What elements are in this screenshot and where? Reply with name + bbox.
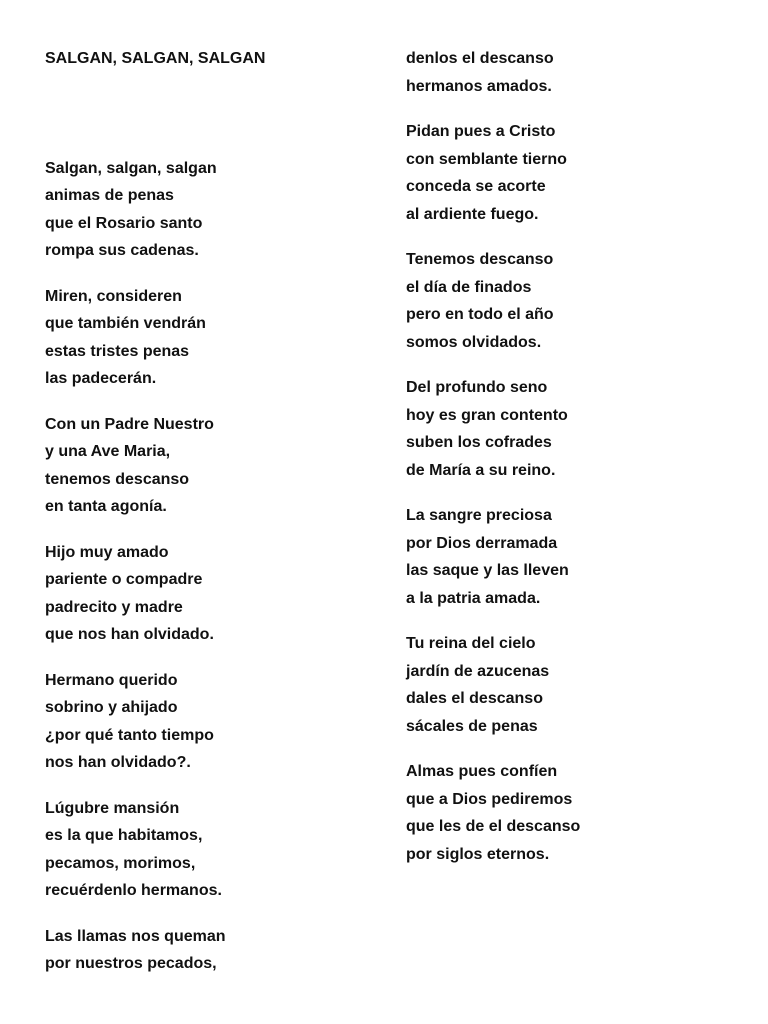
verse-line: recuérdenlo hermanos.: [45, 882, 222, 899]
stanza: [45, 795, 375, 905]
stanza: [406, 758, 736, 868]
verse-line: conceda se acorte: [406, 178, 546, 195]
verse-line: de María a su reino.: [406, 461, 556, 479]
stanza: [406, 45, 736, 100]
verse-line: pariente o compadre: [45, 571, 203, 588]
verse-line: Pidan pues a Cristo: [406, 123, 556, 140]
verse-line: que el Rosario santo: [45, 214, 203, 232]
verse-line: sácales de penas: [406, 717, 538, 735]
verse-line: que nos han olvidado.: [45, 626, 214, 643]
verse-line: Las llamas nos queman: [45, 927, 226, 945]
verse-line: Hijo muy amado: [45, 543, 169, 561]
verse-line: Lúgubre mansión: [45, 799, 180, 817]
stanza: [45, 411, 375, 521]
verse-line: las padecerán.: [45, 370, 157, 387]
right-stanzas: [406, 45, 736, 868]
stanza: [406, 118, 736, 228]
verse-line: Miren, consideren: [45, 287, 182, 305]
left-stanzas: [45, 155, 375, 978]
verse-line: sobrino y ahijado: [45, 699, 178, 716]
verse-line: pero en todo el año: [406, 306, 554, 323]
verse-line: Tu reina del cielo: [406, 635, 536, 652]
left-column: [45, 45, 375, 996]
verse-line: Del profundo seno: [406, 379, 548, 396]
verse-line: dales el descanso: [406, 690, 543, 707]
verse-line: el día de finados: [406, 278, 532, 296]
verse-line: rompa sus cadenas.: [45, 242, 199, 259]
verse-line: La sangre preciosa: [406, 507, 552, 524]
stanza: [406, 630, 736, 740]
verse-line: tenemos descanso: [45, 470, 190, 488]
verse-line: Hermano querido: [45, 671, 178, 689]
poem-title: SALGAN, SALGAN, SALGAN: [45, 50, 266, 67]
verse-line: hermanos amados.: [406, 77, 552, 95]
verse-line: a la patria amada.: [406, 589, 541, 607]
verse-line: con semblante tierno: [406, 150, 567, 168]
stanza: [45, 923, 375, 978]
stanza: [45, 155, 375, 265]
verse-line: por siglos eternos.: [406, 845, 550, 863]
verse-line: las saque y las lleven: [406, 562, 569, 579]
verse-line: Almas pues confíen: [406, 763, 558, 780]
verse-line: que les de el descanso: [406, 818, 581, 835]
verse-line: por Dios derramada: [406, 534, 558, 552]
title-spacer: [45, 73, 375, 155]
stanza: [45, 283, 375, 393]
verse-line: denlos el descanso: [406, 50, 554, 67]
verse-line: estas tristes penas: [45, 342, 190, 360]
stanza: [406, 246, 736, 356]
verse-line: animas de penas: [45, 187, 174, 204]
stanza: [406, 374, 736, 484]
stanza: [45, 667, 375, 777]
verse-line: es la que habitamos,: [45, 827, 203, 844]
verse-line: Salgan, salgan, salgan: [45, 159, 217, 177]
stanza: [406, 502, 736, 612]
verse-line: hoy es gran contento: [406, 406, 568, 424]
verse-line: y una Ave Maria,: [45, 443, 171, 460]
verse-line: al ardiente fuego.: [406, 205, 539, 223]
right-column: [406, 45, 736, 886]
verse-line: que a Dios pediremos: [406, 790, 573, 808]
verse-line: padrecito y madre: [45, 598, 183, 616]
verse-line: en tanta agonía.: [45, 498, 167, 515]
verse-line: somos olvidados.: [406, 333, 542, 351]
verse-line: pecamos, morimos,: [45, 854, 196, 872]
verse-line: jardín de azucenas: [406, 662, 550, 680]
verse-line: ¿por qué tanto tiempo: [45, 726, 214, 744]
verse-line: Con un Padre Nuestro: [45, 415, 214, 433]
verse-line: que también vendrán: [45, 315, 206, 332]
verse-line: Tenemos descanso: [406, 251, 554, 268]
verse-line: nos han olvidado?.: [45, 754, 191, 771]
stanza: [45, 539, 375, 649]
verse-line: suben los cofrades: [406, 434, 552, 451]
verse-line: por nuestros pecados,: [45, 955, 217, 972]
